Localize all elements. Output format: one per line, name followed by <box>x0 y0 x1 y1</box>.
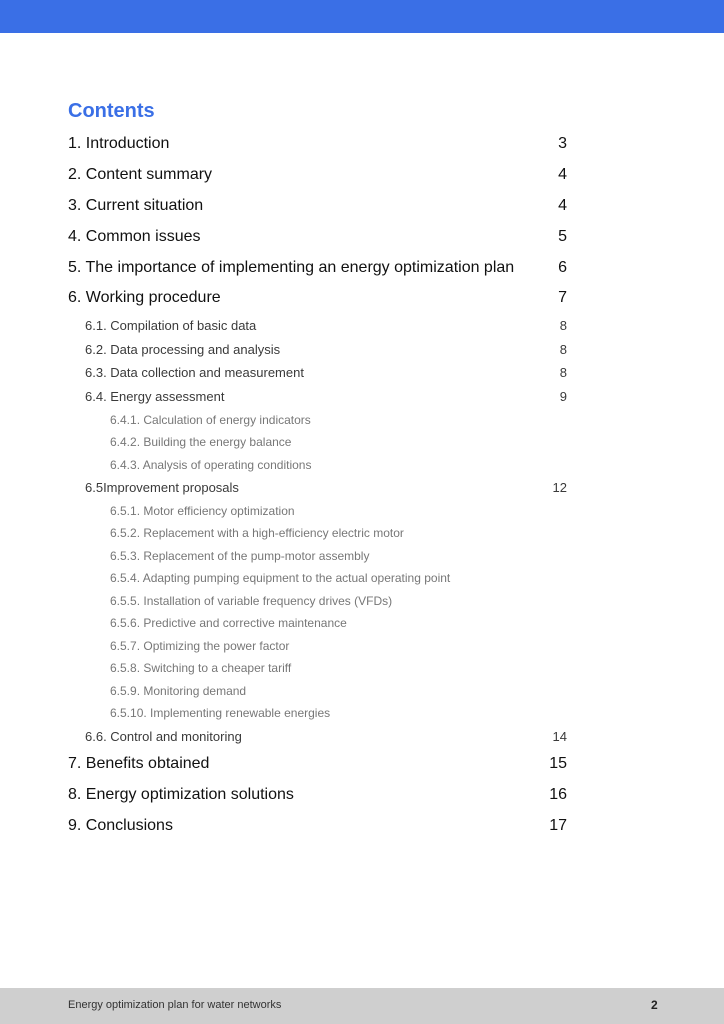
toc-entry-label: 6.6. Control and monitoring <box>85 729 242 744</box>
toc-entry-page: 4 <box>558 166 567 183</box>
toc-entry-page: 8 <box>559 342 567 357</box>
toc-subsubentry[interactable] <box>110 525 567 541</box>
toc-subentry[interactable] <box>85 364 567 382</box>
toc-entry-page: 12 <box>552 480 567 495</box>
toc-subsubentry[interactable] <box>110 503 567 519</box>
toc-entry[interactable] <box>68 133 567 155</box>
toc-entry-label: 6.1. Compilation of basic data <box>85 318 257 333</box>
toc-subsubentry[interactable] <box>110 615 567 631</box>
toc-subentry[interactable] <box>85 341 567 359</box>
toc-entry-page: 8 <box>559 365 567 380</box>
toc-entry-label: 8. Energy optimization solutions <box>68 786 294 803</box>
toc-subsubentry[interactable] <box>110 660 567 676</box>
toc-subsubentry[interactable] <box>110 434 567 450</box>
toc-entry-label: 6.5.8. Switching to a cheaper tariff <box>110 661 292 675</box>
toc-entry-label: 3. Current situation <box>68 197 204 214</box>
toc-entry[interactable] <box>68 257 567 279</box>
toc-entry-label: 6.5.9. Monitoring demand <box>110 684 247 698</box>
toc-subsubentry[interactable] <box>110 638 567 654</box>
toc-subsubentry[interactable] <box>110 683 567 699</box>
toc-subsubentry[interactable] <box>110 705 567 721</box>
footer-page-number: 2 <box>651 998 658 1012</box>
toc-entry-label: 6. Working procedure <box>68 289 221 306</box>
toc-entry[interactable] <box>68 226 567 248</box>
toc-entry-label: 6.5Improvement proposals <box>85 480 239 495</box>
toc-entry[interactable] <box>68 784 567 806</box>
toc-entry-page: 8 <box>559 318 567 333</box>
toc-entry-label: 6.5.7. Optimizing the power factor <box>110 639 290 653</box>
toc-subentry[interactable] <box>85 728 567 746</box>
toc-entry-label: 6.5.5. Installation of variable frequency drives (VFDs) <box>110 594 393 608</box>
toc-entry-page: 17 <box>549 817 567 834</box>
toc-entry-label: 4. Common issues <box>68 228 201 245</box>
toc-entry-page: 16 <box>549 786 567 803</box>
toc-entry-label: 6.4.2. Building the energy balance <box>110 435 292 449</box>
toc-entry-label: 9. Conclusions <box>68 817 173 834</box>
toc-entry[interactable] <box>68 753 567 775</box>
toc-entry[interactable] <box>68 164 567 186</box>
toc-entry-page: 9 <box>559 389 567 404</box>
toc-entry-page: 7 <box>558 289 567 306</box>
toc-entry-label: 6.5.6. Predictive and corrective maintenance <box>110 616 347 630</box>
toc-entry-label: 6.5.3. Replacement of the pump-motor assembly <box>110 549 370 563</box>
toc-entry-label: 6.5.10. Implementing renewable energies <box>110 706 331 720</box>
toc-subsubentry[interactable] <box>110 548 567 564</box>
toc-entry-label: 6.4.3. Analysis of operating conditions <box>110 458 312 472</box>
toc-entry-page: 4 <box>558 197 567 214</box>
toc-entry[interactable] <box>68 195 567 217</box>
toc-subentry[interactable] <box>85 388 567 406</box>
toc-entry-label: 6.4. Energy assessment <box>85 389 225 404</box>
toc-subentry[interactable] <box>85 317 567 335</box>
page-title: Contents <box>68 100 155 122</box>
toc-subsubentry[interactable] <box>110 593 567 609</box>
toc-subentry[interactable] <box>85 479 567 497</box>
toc-entry-label: 6.3. Data collection and measurement <box>85 365 304 380</box>
toc-entry-page: 6 <box>558 259 567 276</box>
toc-entry-page: 5 <box>558 228 567 245</box>
toc-entry-page: 3 <box>558 135 567 152</box>
toc-entry[interactable] <box>68 287 567 309</box>
toc-entry-label: 6.5.2. Replacement with a high-efficiency electric motor <box>110 526 404 540</box>
toc-entry-label: 6.5.4. Adapting pumping equipment to the actual operating point <box>110 571 451 585</box>
toc-entry-label: 1. Introduction <box>68 135 170 152</box>
toc-entry[interactable] <box>68 815 567 837</box>
toc-subsubentry[interactable] <box>110 412 567 428</box>
footer-title: Energy optimization plan for water networks <box>68 999 282 1011</box>
toc-entry-page: 14 <box>552 729 567 744</box>
toc-subsubentry[interactable] <box>110 570 567 586</box>
toc-entry-page: 15 <box>549 755 567 772</box>
toc-entry-label: 6.4.1. Calculation of energy indicators <box>110 413 311 427</box>
toc-subsubentry[interactable] <box>110 457 567 473</box>
toc-entry-label: 7. Benefits obtained <box>68 755 210 772</box>
toc-entry-label: 2. Content summary <box>68 166 213 183</box>
toc-entry-label: 5. The importance of implementing an energy optimization plan <box>68 259 515 276</box>
toc-entry-label: 6.2. Data processing and analysis <box>85 342 281 357</box>
toc-entry-label: 6.5.1. Motor efficiency optimization <box>110 504 295 518</box>
header-accent-bar <box>0 0 724 33</box>
